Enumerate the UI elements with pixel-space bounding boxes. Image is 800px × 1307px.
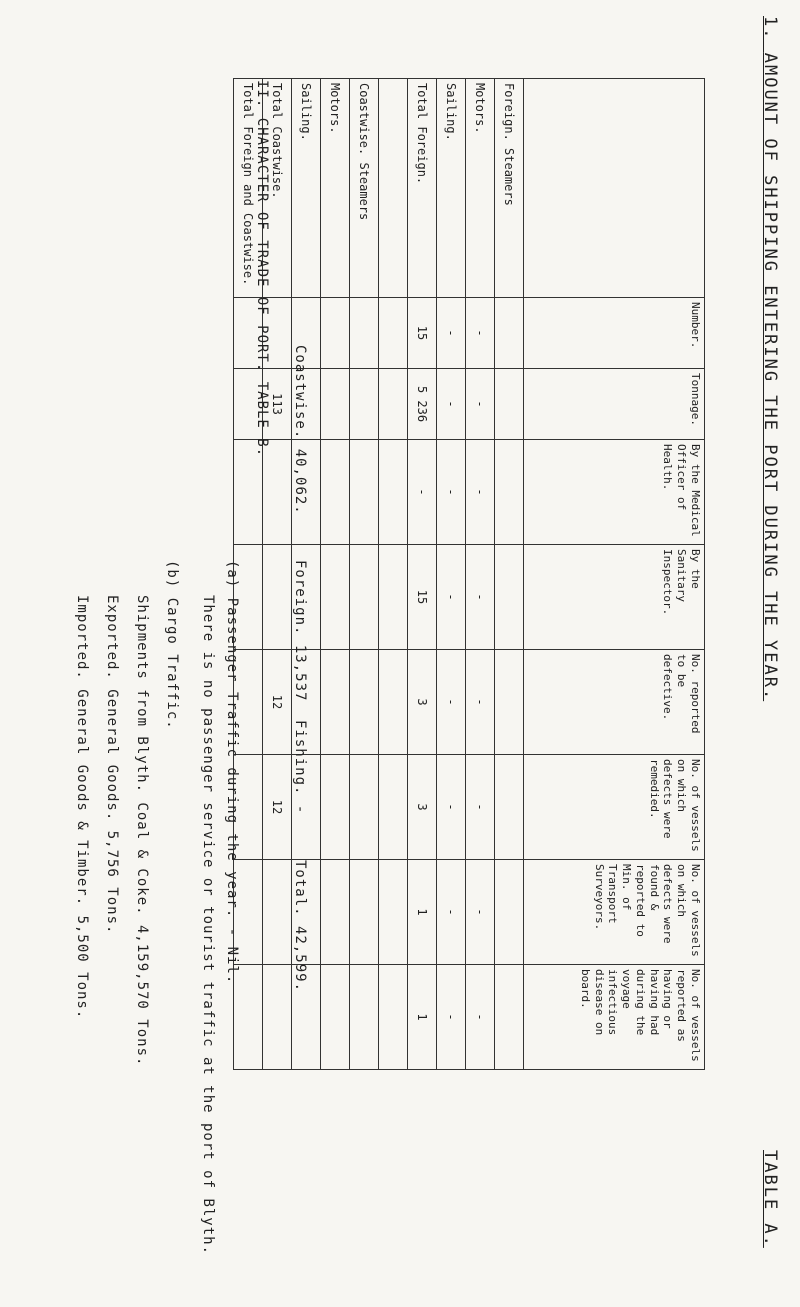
note-shipments: Shipments from Blyth. Coal & Coke. 4,159,570 Tons. xyxy=(134,595,150,1067)
table-cell-def: 3 xyxy=(408,650,437,755)
table-cell-si xyxy=(263,545,292,650)
table-header-row xyxy=(524,79,705,1070)
table-row xyxy=(466,79,495,1070)
note-passenger: (a) Passenger Traffic during the year. - Nil. xyxy=(224,560,240,985)
table-body xyxy=(234,79,524,1070)
table-cell-inf: - xyxy=(437,965,466,1070)
table-cell-inf xyxy=(321,965,350,1070)
table-cell-label: Coastwise. Steamers xyxy=(350,79,379,298)
tonnage-coastwise xyxy=(292,345,308,515)
header-by-moh: By the Medical Officer of Health. xyxy=(524,440,705,545)
table-cell-inf xyxy=(263,965,292,1070)
table-cell-surv xyxy=(495,860,524,965)
table-cell-tonnage xyxy=(379,369,408,440)
total-value: 42,599. xyxy=(292,926,308,993)
table-cell-moh: - xyxy=(437,440,466,545)
table-cell-label: Motors. xyxy=(466,79,495,298)
total-label: Total. xyxy=(292,860,308,917)
header-by-si: By the Sanitary Inspector. xyxy=(524,545,705,650)
table-cell-label: Motors. xyxy=(321,79,350,298)
table-cell-surv xyxy=(263,860,292,965)
table-cell-def xyxy=(379,650,408,755)
table-cell-rem: - xyxy=(466,755,495,860)
table-cell-surv: - xyxy=(437,860,466,965)
table-cell-rem: - xyxy=(437,755,466,860)
table-cell-label: Sailing. xyxy=(437,79,466,298)
table-cell-number xyxy=(350,298,379,369)
table-a-label: TABLE A. xyxy=(760,1150,780,1248)
table-cell-tonnage xyxy=(495,369,524,440)
table-cell-tonnage xyxy=(321,369,350,440)
table-cell-si xyxy=(321,545,350,650)
header-infectious-disease: No. of vessels reported as having or having had during the voyage infectious disease on board. xyxy=(524,965,705,1070)
table-cell-number: 15 xyxy=(408,298,437,369)
table-cell-def: - xyxy=(437,650,466,755)
table-row xyxy=(408,79,437,1070)
table-cell-surv xyxy=(321,860,350,965)
table-cell-si xyxy=(495,545,524,650)
table-cell-tonnage xyxy=(350,369,379,440)
header-label xyxy=(524,79,705,298)
table-cell-inf: - xyxy=(466,965,495,1070)
table-cell-si: - xyxy=(437,545,466,650)
note-exported: Exported. General Goods. 5,756 Tons. xyxy=(104,595,120,935)
table-cell-number xyxy=(321,298,350,369)
section-label: II. CHARACTER OF TRADE OF PORT. TABLE B. xyxy=(254,80,270,458)
tonnage-fishing xyxy=(292,720,308,814)
table-cell-si: 15 xyxy=(408,545,437,650)
table-cell-label: Total Foreign and Coastwise. xyxy=(234,79,263,298)
table-cell-tonnage: 5 236 xyxy=(408,369,437,440)
table-row xyxy=(437,79,466,1070)
note-cargo: (b) Cargo Traffic. xyxy=(164,560,180,730)
foreign-label: Foreign. xyxy=(292,560,308,636)
table-cell-def: 12 xyxy=(263,650,292,755)
table-cell-inf xyxy=(495,965,524,1070)
table-cell-label: Total Foreign. xyxy=(408,79,437,298)
tonnage-foreign xyxy=(292,560,308,701)
table-cell-surv: 1 xyxy=(408,860,437,965)
coastwise-label: Coastwise. xyxy=(292,345,308,440)
document-title xyxy=(760,16,780,701)
coastwise-value: 40,062. xyxy=(292,448,308,515)
table-cell-label: Total Coastwise. xyxy=(263,79,292,298)
table-row xyxy=(321,79,350,1070)
table-cell-moh xyxy=(495,440,524,545)
table-cell-surv: - xyxy=(466,860,495,965)
table-cell-rem xyxy=(350,755,379,860)
table-cell-rem xyxy=(321,755,350,860)
table-cell-inf xyxy=(379,965,408,1070)
table-cell-label: Sailing. xyxy=(292,79,321,298)
table-row xyxy=(495,79,524,1070)
page-number: 1. xyxy=(760,16,780,41)
table-cell-def xyxy=(495,650,524,755)
header-reported-surveyors: No. of vessels on which defects were found & reported to Min. of Transport Surveyors. xyxy=(524,860,705,965)
table-cell-rem xyxy=(379,755,408,860)
tonnage-total xyxy=(292,860,308,992)
table-cell-surv xyxy=(350,860,379,965)
header-number: Number. xyxy=(524,298,705,369)
table-cell-rem: 3 xyxy=(408,755,437,860)
table-cell-moh: - xyxy=(466,440,495,545)
table-cell-number xyxy=(379,298,408,369)
table-cell-number: - xyxy=(466,298,495,369)
note-passenger-detail: There is no passenger service or tourist traffic at the port of Blyth. xyxy=(200,595,216,1256)
table-cell-def xyxy=(350,650,379,755)
header-tonnage: Tonnage. xyxy=(524,369,705,440)
fishing-value: - xyxy=(292,804,308,815)
foreign-value: 13,537 xyxy=(292,644,308,702)
table-cell-moh xyxy=(321,440,350,545)
table-cell-rem: 12 xyxy=(263,755,292,860)
table-row xyxy=(350,79,379,1070)
table-cell-def: - xyxy=(466,650,495,755)
table-cell-label: Foreign. Steamers xyxy=(495,79,524,298)
table-cell-moh xyxy=(350,440,379,545)
table-cell-tonnage: - xyxy=(466,369,495,440)
table-cell-tonnage: - xyxy=(437,369,466,440)
table-cell-number: - xyxy=(437,298,466,369)
table-cell-number xyxy=(495,298,524,369)
table-cell-moh xyxy=(379,440,408,545)
table-cell-inf: 1 xyxy=(408,965,437,1070)
table-cell-rem xyxy=(495,755,524,860)
note-imported: Imported. General Goods & Timber. 5,500 Tons. xyxy=(74,595,90,1020)
table-cell-tonnage: 113 xyxy=(263,369,292,440)
table-cell-label xyxy=(379,79,408,298)
table-cell-si xyxy=(379,545,408,650)
table-cell-surv xyxy=(379,860,408,965)
header-defects-remedied: No. of vessels on which defects were remedied. xyxy=(524,755,705,860)
header-reported-defective: No. reported to be defective. xyxy=(524,650,705,755)
fishing-label: Fishing. xyxy=(292,720,308,796)
title-text: AMOUNT OF SHIPPING ENTERING THE PORT DURING THE YEAR. xyxy=(760,52,780,702)
table-row xyxy=(379,79,408,1070)
table-cell-def xyxy=(321,650,350,755)
table-cell-inf xyxy=(350,965,379,1070)
table-cell-moh: - xyxy=(408,440,437,545)
table-cell-si xyxy=(350,545,379,650)
table-cell-si: - xyxy=(466,545,495,650)
